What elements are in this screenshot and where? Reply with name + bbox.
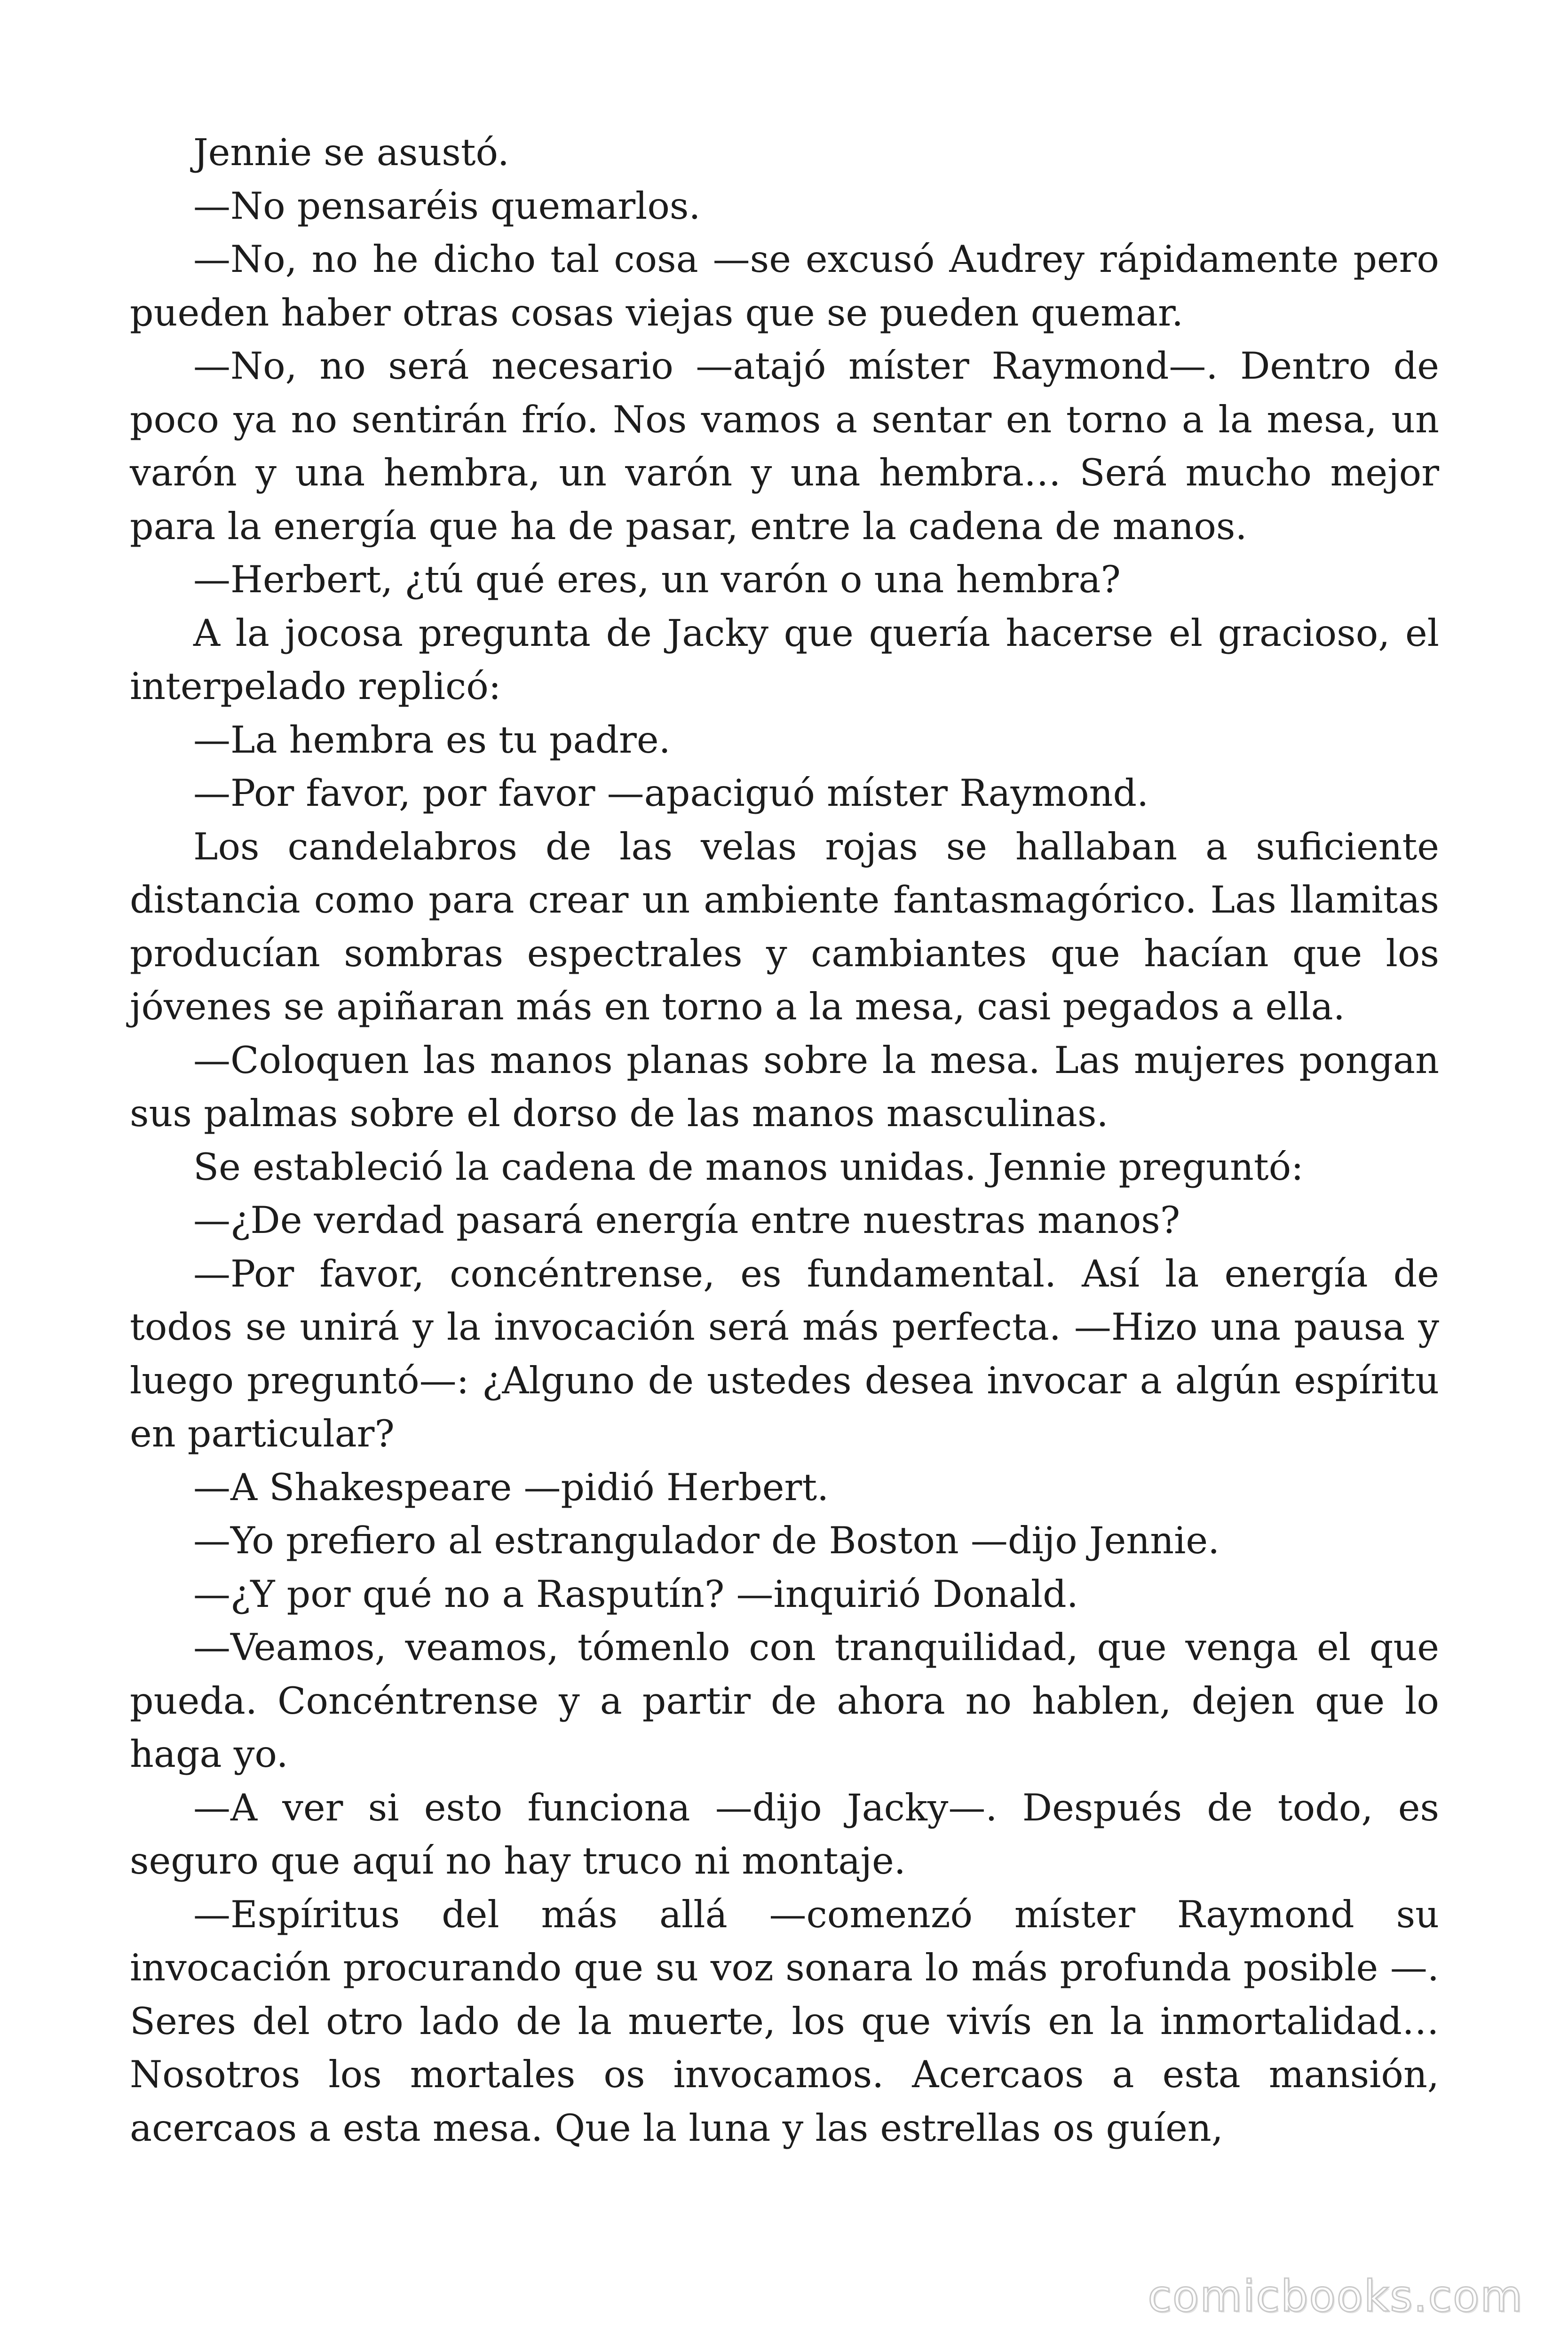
paragraph: —La hembra es tu padre. [193, 718, 671, 762]
paragraph: Los candelabros de las velas rojas se hallaban a suficiente distancia como para crear un ambiente fantasmagórico. Las llamitas producían sombras espectrales y cambiantes que hacían que los jóvenes se apiñaran más en torno a la mesa, casi pegados a ella. [130, 825, 1439, 1028]
paragraph: —¿Y por qué no a Rasputín? —inquirió Donald. [193, 1572, 1078, 1616]
paragraph: —Por favor, concéntrense, es fundamental. Así la energía de todos se unirá y la invocación será más perfecta. —Hizo una pausa y luego preguntó—: ¿Alguno de ustedes desea invocar a algún espíritu en particular? [130, 1252, 1439, 1455]
paragraph: Se estableció la cadena de manos unidas. Jennie preguntó: [193, 1145, 1304, 1189]
paragraph: —Espíritus del más allá —comenzó míster Raymond su invocación procurando que su voz sonara lo más profunda posible —. Seres del otro lado de la muerte, los que vivís en la inmortalidad… Nosotros los mortales os invocamos. Acercaos a esta mansión, acercaos a esta mesa. Que la luna y las estrellas os guíen, [130, 1892, 1439, 2150]
paragraph: —A Shakespeare —pidió Herbert. [193, 1465, 829, 1509]
paragraph: —No pensaréis quemarlos. [193, 184, 701, 228]
paragraph: —A ver si esto funciona —dijo Jacky—. Después de todo, es seguro que aquí no hay truco ni montaje. [130, 1786, 1439, 1883]
paragraph: —No, no será necesario —atajó míster Raymond—. Dentro de poco ya no sentirán frío. Nos vamos a sentar en torno a la mesa, un varón y una hembra, un varón y una hembra… Será mucho mejor para la energía que ha de pasar, entre la cadena de manos. [130, 344, 1439, 548]
paragraph: —Por favor, por favor —apaciguó míster Raymond. [193, 771, 1149, 815]
paragraph: A la jocosa pregunta de Jacky que quería hacerse el gracioso, el interpelado replicó: [130, 611, 1439, 708]
page-text [130, 126, 1439, 2155]
paragraph: —Veamos, veamos, tómenlo con tranquilidad, que venga el que pueda. Concéntrense y a partir de ahora no hablen, dejen que lo haga yo. [130, 1626, 1439, 1776]
paragraph: —Coloquen las manos planas sobre la mesa. Las mujeres pongan sus palmas sobre el dorso de las manos masculinas. [130, 1038, 1439, 1135]
paragraph: —No, no he dicho tal cosa —se excusó Audrey rápidamente pero pueden haber otras cosas viejas que se pueden quemar. [130, 238, 1439, 334]
watermark: comicbooks.com [1148, 2271, 1523, 2321]
paragraph: —¿De verdad pasará energía entre nuestras manos? [193, 1199, 1180, 1242]
paragraph: Jennie se asustó. [193, 131, 509, 174]
paragraph: —Herbert, ¿tú qué eres, un varón o una hembra? [193, 558, 1121, 601]
paragraph: —Yo prefiero al estrangulador de Boston —dijo Jennie. [193, 1519, 1220, 1562]
